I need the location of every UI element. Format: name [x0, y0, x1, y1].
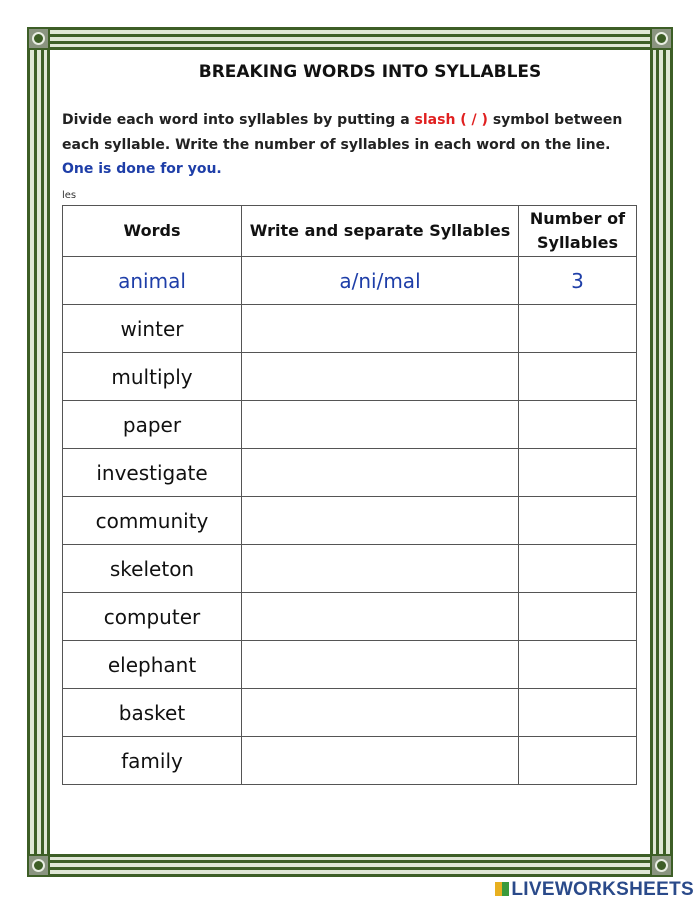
instr-highlight: slash ( / ): [414, 112, 488, 128]
syllables-cell: a/ni/mal: [242, 257, 519, 305]
instr-text: Divide each word into syllables by putting a: [62, 112, 415, 128]
brand-text: LIVEWORKSHEETS: [511, 879, 694, 900]
table-row: [63, 689, 637, 737]
page-title: BREAKING WORDS INTO SYLLABLES: [198, 62, 542, 82]
word-cell: computer: [63, 593, 242, 641]
count-input[interactable]: [519, 737, 637, 785]
header-words: Words: [63, 206, 242, 257]
table-row-example: [63, 257, 637, 305]
table-row: [63, 593, 637, 641]
word-cell: elephant: [63, 641, 242, 689]
count-input[interactable]: [519, 545, 637, 593]
count-input[interactable]: [519, 593, 637, 641]
header-count: Number of Syllables: [519, 206, 637, 257]
word-cell: paper: [63, 401, 242, 449]
syllables-input[interactable]: [242, 737, 519, 785]
count-input[interactable]: [519, 641, 637, 689]
corner-ornament-icon: [650, 854, 673, 877]
word-cell: basket: [63, 689, 242, 737]
word-cell: skeleton: [63, 545, 242, 593]
header-syllables: Write and separate Syllables: [242, 206, 519, 257]
table-row: [63, 305, 637, 353]
syllables-input[interactable]: [242, 401, 519, 449]
syllables-input[interactable]: [242, 449, 519, 497]
instr-text: symbol between each syllable. Write the number of syllables in each word on the line.: [62, 112, 623, 153]
count-cell: 3: [519, 257, 637, 305]
table-row: [63, 545, 637, 593]
table-row: [63, 449, 637, 497]
count-input[interactable]: [519, 497, 637, 545]
corner-ornament-icon: [650, 27, 673, 50]
instructions: [62, 108, 642, 182]
count-input[interactable]: [519, 353, 637, 401]
word-cell: animal: [63, 257, 242, 305]
word-cell: community: [63, 497, 242, 545]
logo-icon: [495, 882, 509, 896]
syllables-input[interactable]: [242, 305, 519, 353]
syllables-input[interactable]: [242, 593, 519, 641]
syllables-input[interactable]: [242, 641, 519, 689]
word-cell: investigate: [63, 449, 242, 497]
syllables-input[interactable]: [242, 353, 519, 401]
table-row: [63, 401, 637, 449]
count-input[interactable]: [519, 305, 637, 353]
count-input[interactable]: [519, 449, 637, 497]
small-label: les: [62, 190, 77, 201]
count-input[interactable]: [519, 689, 637, 737]
example-note: One is done for you.: [62, 161, 222, 177]
syllables-input[interactable]: [242, 545, 519, 593]
table-row: [63, 497, 637, 545]
corner-ornament-icon: [27, 27, 50, 50]
syllables-input[interactable]: [242, 689, 519, 737]
table-row: [63, 737, 637, 785]
word-cell: winter: [63, 305, 242, 353]
count-input[interactable]: [519, 401, 637, 449]
table-row: [63, 353, 637, 401]
syllable-table: [62, 205, 637, 785]
liveworksheets-logo: [495, 879, 694, 901]
word-cell: family: [63, 737, 242, 785]
word-cell: multiply: [63, 353, 242, 401]
table-header-row: [63, 206, 637, 257]
table-row: [63, 641, 637, 689]
corner-ornament-icon: [27, 854, 50, 877]
syllables-input[interactable]: [242, 497, 519, 545]
